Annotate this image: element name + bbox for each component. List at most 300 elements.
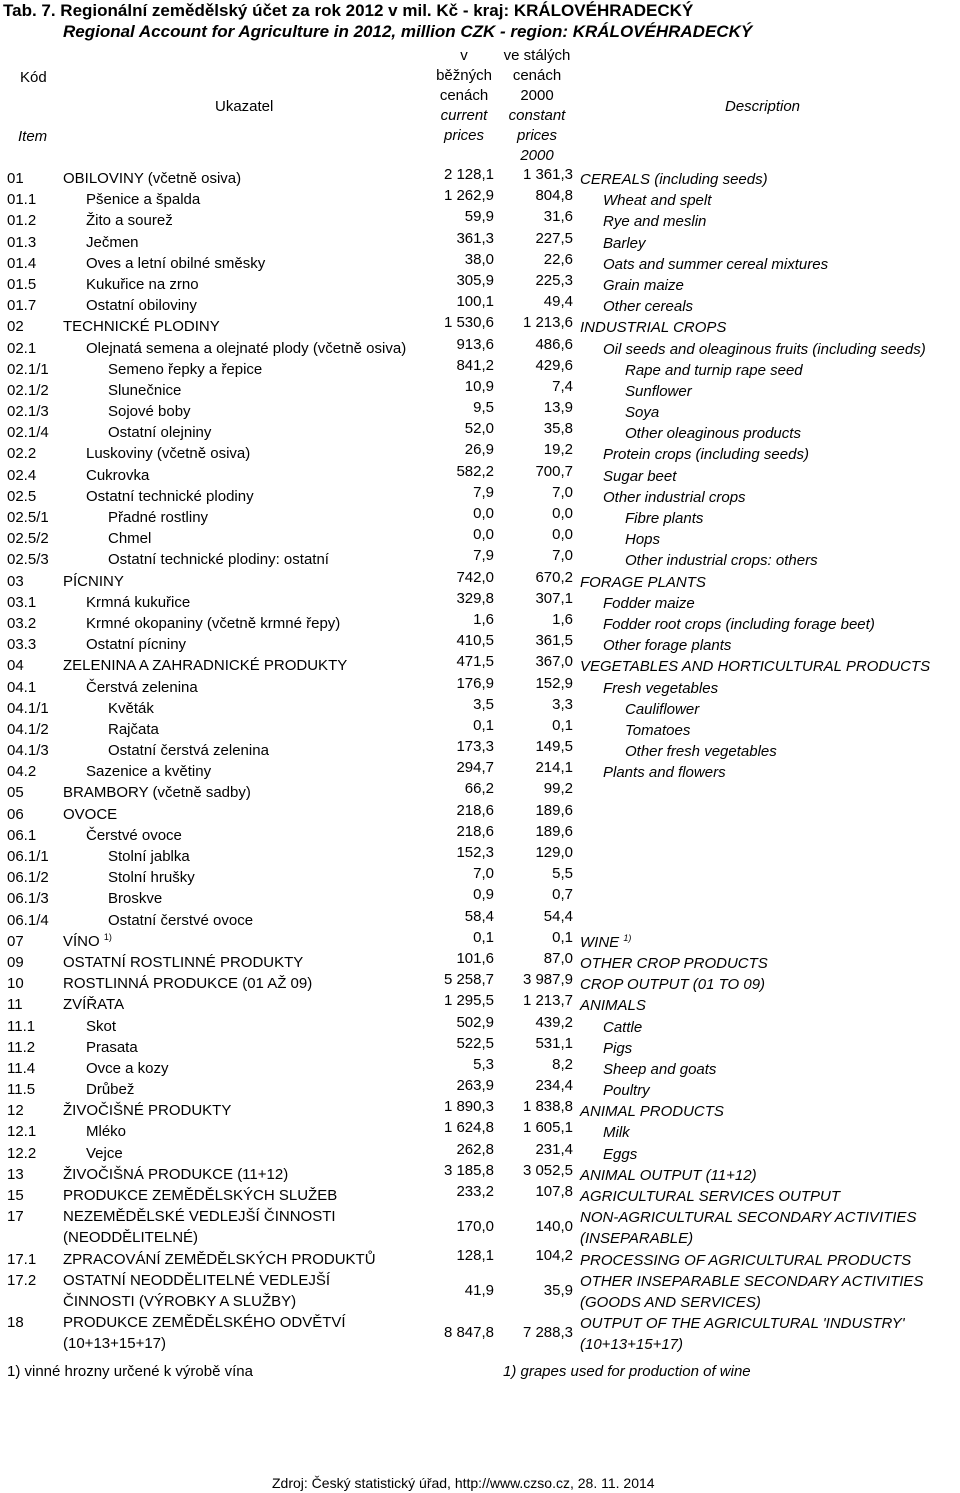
header-description: Description — [725, 98, 801, 115]
row-value-current: 502,9 — [456, 1013, 494, 1031]
row-value-constant: 87,0 — [543, 949, 573, 967]
row-description: Sugar beet — [603, 467, 677, 485]
row-code: 17 — [7, 1208, 24, 1226]
row-code: 12 — [7, 1102, 24, 1120]
row-value-current: 410,5 — [456, 632, 494, 650]
row-code: 02.4 — [7, 466, 37, 484]
row-value-constant: 700,7 — [535, 462, 573, 480]
row-value-current: 913,6 — [456, 335, 494, 353]
row-name: ZVÍŘATA — [63, 996, 125, 1014]
row-value-constant: 140,0 — [535, 1218, 573, 1236]
table-row — [0, 1119, 960, 1140]
row-value-current: 294,7 — [456, 759, 494, 777]
row-description: Fibre plants — [625, 510, 704, 527]
row-name: VÍNO $^{1)}$ — [63, 931, 112, 950]
row-description: OTHER INSEPARABLE SECONDARY ACTIVITIES — [580, 1272, 924, 1290]
row-name: NEZEMĚDĚLSKÉ VEDLEJŠÍ ČINNOSTI — [63, 1208, 336, 1226]
row-value-constant: 189,6 — [535, 801, 573, 819]
row-value-constant: 35,9 — [543, 1281, 573, 1299]
row-code: 02.1/1 — [7, 360, 49, 378]
row-name: Ostatní technické plodiny: ostatní — [108, 551, 329, 569]
row-code: 11.1 — [7, 1017, 36, 1035]
table-row — [0, 420, 960, 441]
row-code: 11.5 — [7, 1081, 36, 1099]
row-code: 13 — [7, 1165, 24, 1183]
row-value-current: 7,9 — [473, 483, 494, 501]
row-description: Fodder root crops (including forage beet) — [603, 615, 875, 633]
row-value-current: 1 295,5 — [443, 992, 494, 1010]
row-description: Other fresh vegetables — [625, 743, 777, 761]
row-value-constant: 1 213,6 — [522, 314, 573, 332]
row-value-constant: 149,5 — [535, 738, 573, 756]
row-value-current: 1,6 — [473, 610, 494, 628]
row-value-constant: 107,8 — [535, 1183, 573, 1200]
row-description: INDUSTRIAL CROPS — [580, 319, 727, 337]
row-description: Fodder maize — [603, 594, 695, 612]
row-code: 04.1/1 — [7, 699, 49, 717]
row-code: 03 — [7, 572, 24, 590]
header-current-cz-1: v — [460, 47, 468, 64]
row-description: FORAGE PLANTS — [580, 573, 706, 591]
row-value-constant: 486,6 — [535, 335, 573, 353]
row-name: PRODUKCE ZEMĚDĚLSKÉHO ODVĚTVÍ — [63, 1314, 346, 1332]
row-description-line2: (GOODS AND SERVICES) — [580, 1293, 761, 1311]
row-value-current: 1 890,3 — [443, 1098, 494, 1116]
row-name: Ostatní pícniny — [86, 636, 187, 654]
row-value-constant: 0,0 — [552, 526, 573, 544]
table-row — [0, 505, 960, 526]
table-row — [0, 1035, 960, 1056]
row-name: Ostatní čerstvé ovoce — [108, 911, 254, 929]
row-name: PRODUKCE ZEMĚDĚLSKÝCH SLUŽEB — [63, 1187, 338, 1204]
row-name: ROSTLINNÁ PRODUKCE (01 AŽ 09) — [63, 975, 313, 993]
table-row — [0, 484, 960, 505]
table-row — [0, 357, 960, 378]
row-value-constant: 367,0 — [535, 653, 573, 671]
row-description: NON-AGRICULTURAL SECONDARY ACTIVITIES — [580, 1209, 917, 1227]
table-row — [0, 547, 960, 568]
row-description: Tomatoes — [625, 721, 691, 739]
row-code: 01.3 — [7, 233, 37, 251]
row-value-current: 0,0 — [473, 526, 494, 544]
table-subtitle: Regional Account for Agriculture in 2012, million CZK - region: KRÁLOVÉHRADECKÝ — [63, 22, 753, 41]
row-value-constant: 8,2 — [552, 1055, 573, 1073]
row-code: 02.5/3 — [7, 551, 49, 569]
row-value-constant: 7,0 — [552, 483, 573, 501]
row-value-constant: 1 213,7 — [522, 992, 573, 1010]
row-description-line2: (10+13+15+17) — [580, 1336, 684, 1354]
row-name: Krmné okopaniny (včetně krmné řepy) — [86, 614, 341, 632]
row-code: 01 — [7, 170, 24, 187]
row-name: Rajčata — [108, 720, 159, 738]
row-code: 04.1/3 — [7, 742, 49, 760]
table-row — [0, 738, 960, 759]
row-value-current: 152,3 — [456, 844, 494, 861]
row-code: 02.1/2 — [7, 381, 49, 399]
row-value-constant: 7,4 — [552, 377, 573, 395]
row-value-current: 233,2 — [456, 1183, 494, 1200]
row-code: 10 — [7, 975, 24, 993]
row-name: Chmel — [108, 530, 152, 548]
row-value-current: 0,0 — [473, 505, 494, 522]
table-row — [0, 844, 960, 865]
row-name: PÍCNINY — [63, 572, 124, 590]
row-description: Other cereals — [603, 298, 694, 316]
row-value-current: 170,0 — [456, 1218, 494, 1236]
row-value-current: 0,1 — [473, 716, 494, 734]
row-description: Hops — [625, 531, 661, 549]
row-value-constant: 7,0 — [552, 547, 573, 565]
row-name: Krmná kukuřice — [86, 593, 191, 611]
row-value-constant: 49,4 — [543, 293, 573, 311]
footnote-cz: 1) vinné hrozny určené k výrobě vína — [7, 1363, 253, 1380]
source-note: Zdroj: Český statistický úřad, http://www.czso.cz, 28. 11. 2014 — [272, 1475, 655, 1491]
row-value-constant: 99,2 — [543, 780, 573, 798]
row-value-current: 305,9 — [456, 271, 494, 289]
footnote-en: 1) grapes used for production of wine — [503, 1363, 751, 1380]
header-constant-cz-2: cenách — [512, 67, 562, 84]
row-name: Ječmen — [86, 233, 139, 251]
row-value-current: 5 258,7 — [443, 971, 494, 989]
row-description: VEGETABLES AND HORTICULTURAL PRODUCTS — [580, 658, 931, 676]
row-name: ZELENINA A ZAHRADNICKÉ PRODUKTY — [63, 657, 348, 675]
row-code: 04.2 — [7, 763, 37, 781]
row-code: 11 — [7, 996, 23, 1014]
row-code: 04 — [7, 657, 24, 675]
row-code: 02.5/2 — [7, 530, 49, 548]
row-description: Other oleaginous products — [625, 425, 801, 443]
table-row — [0, 675, 960, 696]
data-table — [0, 166, 960, 1353]
table-row — [0, 696, 960, 717]
row-name: Olejnatá semena a olejnaté plody (včetně osiva) — [86, 339, 407, 357]
row-description: Sunflower — [625, 382, 692, 400]
row-description: Cattle — [603, 1018, 643, 1036]
row-name: Čerstvá zelenina — [86, 678, 198, 696]
row-description: Oil seeds and oleaginous fruits (including seeds) — [603, 340, 926, 358]
row-value-constant: 5,5 — [552, 865, 573, 883]
table-row — [0, 1247, 960, 1268]
row-code: 06.1/3 — [7, 890, 49, 908]
row-name: OVOCE — [63, 805, 118, 823]
row-description: Oats and summer cereal mixtures — [603, 255, 829, 273]
row-code: 02.5/1 — [7, 509, 49, 526]
table-row — [0, 293, 960, 314]
row-code: 01.2 — [7, 212, 37, 230]
row-value-constant: 307,1 — [535, 589, 573, 607]
header-current-en-1: current — [440, 107, 488, 124]
row-code: 11.4 — [7, 1059, 36, 1077]
row-value-current: 26,9 — [464, 441, 494, 459]
row-name: TECHNICKÉ PLODINY — [63, 318, 220, 336]
row-value-constant: 13,9 — [543, 399, 573, 417]
row-value-constant: 214,1 — [535, 759, 573, 777]
row-name: Drůbež — [86, 1081, 135, 1099]
row-code: 05 — [7, 784, 24, 802]
row-name: Stolní jablka — [108, 848, 190, 865]
row-code: 02.1 — [7, 339, 37, 357]
header-current-prices — [432, 46, 496, 146]
header-current-cz-3: cenách — [439, 87, 489, 104]
footnote-marker: 1) — [623, 932, 632, 943]
row-value-current: 7,0 — [473, 865, 494, 883]
table-row — [0, 441, 960, 462]
row-name: OSTATNÍ ROSTLINNÉ PRODUKTY — [63, 953, 304, 971]
header-constant-cz-1: ve stálých — [503, 47, 571, 64]
row-description: ANIMAL PRODUCTS — [580, 1103, 724, 1121]
table-row — [0, 823, 960, 844]
row-description: Soya — [625, 404, 660, 422]
header-constant-en-1: constant — [508, 107, 566, 124]
table-row — [0, 208, 960, 229]
row-value-constant: 439,2 — [535, 1013, 573, 1031]
row-name: Broskve — [108, 890, 163, 908]
row-name: BRAMBORY (včetně sadby) — [63, 784, 251, 802]
row-value-constant: 3 987,9 — [522, 971, 573, 989]
table-row — [0, 759, 960, 780]
row-value-current: 7,9 — [473, 547, 494, 565]
table-row — [0, 929, 960, 950]
row-code: 06 — [7, 805, 24, 823]
table-row — [0, 886, 960, 907]
row-name: Květák — [108, 699, 154, 717]
row-value-constant: 0,1 — [552, 716, 573, 734]
row-value-constant: 19,2 — [543, 441, 573, 459]
row-code: 17.2 — [7, 1271, 37, 1289]
row-value-constant: 31,6 — [543, 208, 573, 226]
table-row — [0, 1056, 960, 1077]
row-code: 01.1 — [7, 191, 37, 209]
header-constant-en-2: prices — [516, 127, 557, 144]
row-description-line2: (INSEPARABLE) — [580, 1230, 694, 1248]
header-ukazatel: Ukazatel — [215, 98, 274, 115]
table-row — [0, 314, 960, 335]
row-value-constant: 152,9 — [535, 674, 573, 692]
row-value-current: 2 128,1 — [443, 166, 494, 183]
row-value-current: 0,9 — [473, 886, 494, 904]
row-value-constant: 804,8 — [535, 187, 573, 205]
row-name: Prasata — [86, 1038, 138, 1056]
row-name: Ostatní olejniny — [108, 424, 212, 442]
row-value-constant: 1 361,3 — [522, 166, 573, 183]
row-code: 02 — [7, 318, 24, 336]
row-description: OTHER CROP PRODUCTS — [580, 954, 768, 972]
table-row — [0, 865, 960, 886]
row-value-current: 1 262,9 — [443, 187, 494, 205]
row-name: Sojové boby — [108, 403, 191, 421]
row-name: Přadné rostliny — [108, 509, 209, 526]
header-item: Item — [18, 128, 48, 145]
row-value-current: 5,3 — [473, 1055, 494, 1073]
row-code: 02.2 — [7, 445, 37, 463]
row-description: Plants and flowers — [603, 764, 726, 782]
row-description: ANIMALS — [580, 997, 646, 1015]
row-description: Rape and turnip rape seed — [625, 361, 803, 379]
row-code: 09 — [7, 953, 24, 971]
row-code: 01.4 — [7, 254, 37, 272]
row-description: Wheat and spelt — [603, 192, 712, 210]
table-row — [0, 166, 960, 187]
row-code: 11.2 — [7, 1038, 36, 1056]
row-description: CROP OUTPUT (01 TO 09) — [580, 976, 766, 994]
row-value-current: 263,9 — [456, 1077, 494, 1095]
row-value-constant: 0,1 — [552, 928, 573, 946]
row-code: 03.2 — [7, 614, 37, 632]
row-name-line2: ČINNOSTI (VÝROBKY A SLUŽBY) — [63, 1292, 297, 1310]
row-description: Sheep and goats — [603, 1060, 717, 1078]
table-row — [0, 717, 960, 738]
header-constant-en-3: 2000 — [520, 147, 554, 164]
row-description: ANIMAL OUTPUT (11+12) — [580, 1166, 757, 1184]
row-description: Protein crops (including seeds) — [603, 446, 809, 464]
row-value-constant: 670,2 — [535, 568, 573, 586]
table-row — [0, 399, 960, 420]
row-name: Pšenice a špalda — [86, 191, 201, 209]
row-value-constant: 129,0 — [535, 844, 573, 861]
row-code: 07 — [7, 932, 24, 950]
row-description: AGRICULTURAL SERVICES OUTPUT — [580, 1188, 841, 1205]
row-value-current: 1 530,6 — [443, 314, 494, 332]
row-name: Ovce a kozy — [86, 1059, 169, 1077]
row-name: Vejce — [86, 1144, 123, 1162]
row-value-constant: 35,8 — [543, 420, 573, 438]
row-name-line2: (NEODDĚLITELNÉ) — [63, 1229, 199, 1247]
row-name: Ostatní technické plodiny — [86, 487, 254, 505]
table-row — [0, 908, 960, 929]
row-name: Skot — [86, 1017, 117, 1035]
row-value-constant: 0,0 — [552, 505, 573, 522]
row-value-current: 66,2 — [464, 780, 494, 798]
row-value-constant: 531,1 — [535, 1034, 573, 1052]
row-name: Slunečnice — [108, 381, 182, 399]
row-value-constant: 104,2 — [535, 1246, 573, 1264]
row-code: 06.1/2 — [7, 869, 49, 887]
row-description: OUTPUT OF THE AGRICULTURAL 'INDUSTRY' — [580, 1315, 905, 1333]
row-description: Fresh vegetables — [603, 679, 719, 697]
row-description: Grain maize — [603, 276, 684, 294]
row-name-line2: (10+13+15+17) — [63, 1335, 167, 1353]
row-value-constant: 1 838,8 — [522, 1098, 573, 1116]
row-description: Pigs — [603, 1039, 633, 1057]
footnote-marker: 1) — [103, 931, 112, 942]
table-row — [0, 272, 960, 293]
table-row — [0, 992, 960, 1013]
row-name: ŽIVOČIŠNÉ PRODUKTY — [63, 1102, 232, 1120]
table-row — [0, 1141, 960, 1162]
row-value-constant: 429,6 — [535, 356, 573, 374]
row-description: Milk — [603, 1124, 630, 1142]
row-value-current: 3 185,8 — [443, 1161, 494, 1179]
row-name: Semeno řepky a řepice — [108, 360, 263, 378]
table-row — [0, 378, 960, 399]
table-row — [0, 1162, 960, 1183]
table-row — [0, 230, 960, 251]
row-name: Ostatní obiloviny — [86, 297, 197, 315]
table-row — [0, 971, 960, 992]
table-row — [0, 1310, 960, 1352]
row-code: 12.1 — [7, 1123, 37, 1141]
row-code: 18 — [7, 1314, 24, 1332]
row-value-current: 100,1 — [456, 293, 494, 311]
table-title: Tab. 7. Regionální zemědělský účet za rok 2012 v mil. Kč - kraj: KRÁLOVÉHRADECKÝ — [3, 1, 694, 20]
header-current-en-2: prices — [443, 127, 484, 144]
row-description: Other industrial crops — [603, 488, 746, 506]
row-description: Other industrial crops: others — [625, 552, 818, 570]
row-name: Cukrovka — [86, 466, 150, 484]
row-value-current: 52,0 — [464, 420, 494, 438]
row-value-current: 8 847,8 — [443, 1324, 494, 1342]
table-row — [0, 1268, 960, 1310]
row-value-constant: 1,6 — [552, 610, 573, 628]
row-value-constant: 3,3 — [552, 695, 573, 713]
row-value-current: 522,5 — [456, 1034, 494, 1052]
row-value-current: 101,6 — [456, 949, 494, 967]
row-code: 04.1/2 — [7, 720, 49, 738]
row-code: 06.1/1 — [7, 848, 49, 865]
table-row — [0, 1183, 960, 1204]
row-value-current: 176,9 — [456, 674, 494, 692]
row-value-current: 218,6 — [456, 801, 494, 819]
row-name: ŽIVOČIŠNÁ PRODUKCE (11+12) — [63, 1165, 289, 1183]
row-code: 15 — [7, 1187, 24, 1204]
row-value-current: 262,8 — [456, 1140, 494, 1158]
row-description: Poultry — [603, 1082, 650, 1100]
table-row — [0, 569, 960, 590]
row-value-current: 9,5 — [473, 399, 494, 417]
table-row — [0, 526, 960, 547]
row-description: Barley — [603, 234, 646, 252]
row-value-current: 41,9 — [464, 1281, 494, 1299]
row-name: Luskoviny (včetně osiva) — [86, 445, 251, 463]
row-value-current: 0,1 — [473, 928, 494, 946]
header-constant-prices — [500, 46, 574, 166]
row-name: Kukuřice na zrno — [86, 275, 199, 293]
row-code: 17.1 — [7, 1250, 37, 1268]
table-row — [0, 1014, 960, 1035]
row-value-constant: 227,5 — [535, 229, 573, 247]
row-name: Žito a sourež — [86, 212, 173, 230]
row-value-current: 10,9 — [464, 377, 494, 395]
row-code: 02.1/4 — [7, 424, 49, 442]
row-value-current: 361,3 — [456, 229, 494, 247]
row-value-current: 58,4 — [464, 907, 494, 925]
row-description: WINE $^{1)}$ — [580, 932, 632, 951]
table-row — [0, 950, 960, 971]
row-value-constant: 231,4 — [535, 1140, 573, 1158]
row-value-current: 742,0 — [456, 568, 494, 586]
row-code: 12.2 — [7, 1144, 37, 1162]
row-code: 06.1/4 — [7, 911, 49, 929]
row-value-current: 3,5 — [473, 695, 494, 713]
row-code: 01.7 — [7, 297, 37, 315]
row-name: OSTATNÍ NEODDĚLITELNÉ VEDLEJŠÍ — [63, 1271, 331, 1289]
row-code: 02.1/3 — [7, 403, 49, 421]
table-row — [0, 1098, 960, 1119]
row-value-current: 1 624,8 — [443, 1119, 494, 1137]
table-row — [0, 590, 960, 611]
row-description: Rye and meslin — [603, 213, 707, 231]
row-value-constant: 3 052,5 — [522, 1161, 573, 1179]
row-description: PROCESSING OF AGRICULTURAL PRODUCTS — [580, 1251, 912, 1269]
row-value-current: 471,5 — [456, 653, 494, 671]
row-value-constant: 22,6 — [543, 250, 573, 268]
row-name: Mléko — [86, 1123, 127, 1141]
row-value-constant: 361,5 — [535, 632, 573, 650]
table-row — [0, 463, 960, 484]
row-description: Other forage plants — [603, 637, 732, 655]
row-name: ZPRACOVÁNÍ ZEMĚDĚLSKÝCH PRODUKTŮ — [63, 1250, 376, 1268]
row-value-constant: 54,4 — [543, 907, 573, 925]
